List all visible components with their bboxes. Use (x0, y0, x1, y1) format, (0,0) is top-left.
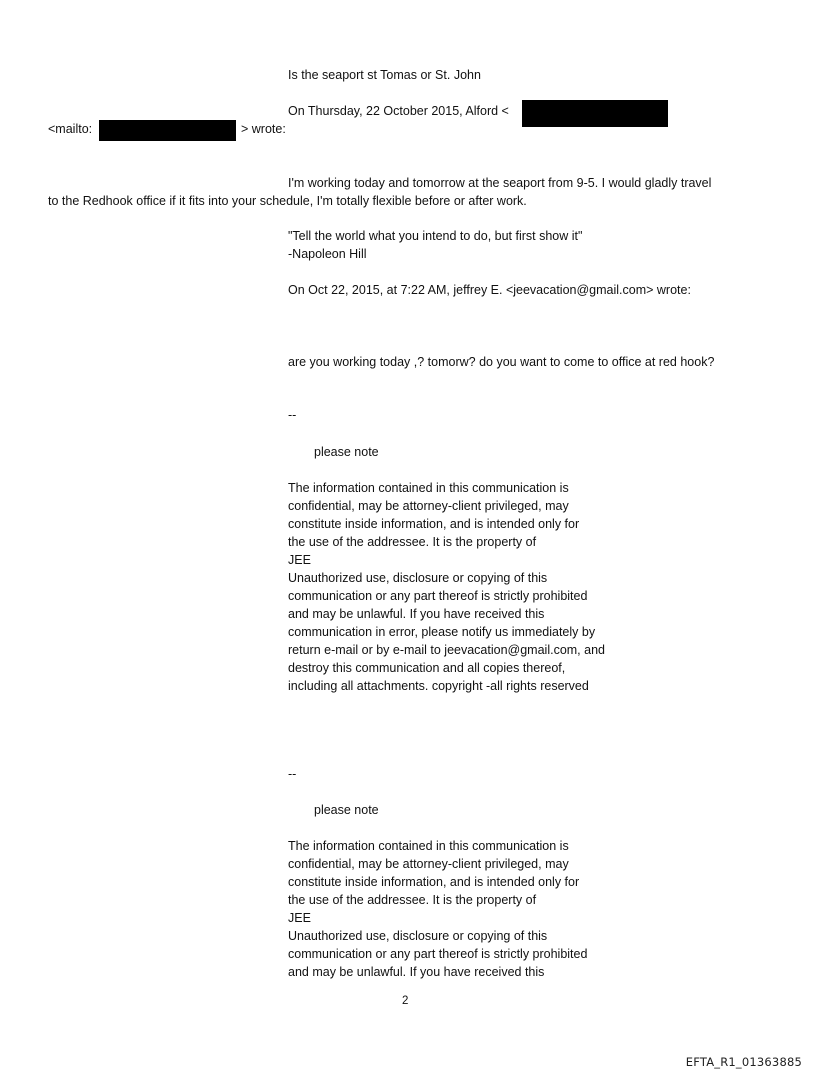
quote-line: "Tell the world what you intend to do, but first show it" (288, 229, 583, 243)
disclaimer-line: and may be unlawful. If you have received this (288, 965, 545, 979)
alford-header-line: On Thursday, 22 October 2015, Alford < (288, 104, 509, 118)
disclaimer-line: Unauthorized use, disclosure or copying of this (288, 571, 548, 585)
redaction-block (99, 120, 236, 141)
quote-author: -Napoleon Hill (288, 247, 367, 261)
disclaimer-line: return e-mail or by e-mail to jeevacation@gmail.com, and (288, 643, 605, 657)
separator: -- (288, 767, 297, 781)
disclaimer-line: and may be unlawful. If you have received this (288, 607, 545, 621)
disclaimer-line: communication or any part thereof is strictly prohibited (288, 947, 588, 961)
disclaimer-line: confidential, may be attorney-client privileged, may (288, 499, 569, 513)
page-number: 2 (402, 995, 409, 1007)
jeffrey-message: are you working today ,? tomorw? do you want to come to office at red hook? (288, 355, 715, 369)
disclaimer-line: confidential, may be attorney-client privileged, may (288, 857, 569, 871)
disclaimer-line: constitute inside information, and is intended only for (288, 517, 580, 531)
redaction-block (522, 100, 668, 127)
disclaimer-line: JEE (288, 911, 311, 925)
jeffrey-header: On Oct 22, 2015, at 7:22 AM, jeffrey E. <jeevacation@gmail.com> wrote: (288, 283, 691, 297)
disclaimer-line: destroy this communication and all copies thereof, (288, 661, 566, 675)
alford-mailto: <mailto: (48, 122, 93, 136)
disclaimer-line: the use of the addressee. It is the property of (288, 893, 537, 907)
alford-message-line1: I'm working today and tomorrow at the seaport from 9-5. I would gladly travel (288, 176, 712, 190)
disclaimer-line: including all attachments. copyright -all rights reserved (288, 679, 589, 693)
disclaimer-line: The information contained in this communication is (288, 481, 569, 495)
disclaimer-line: constitute inside information, and is intended only for (288, 875, 580, 889)
disclaimer-line: communication or any part thereof is strictly prohibited (288, 589, 588, 603)
disclaimer-line: Unauthorized use, disclosure or copying of this (288, 929, 548, 943)
disclaimer-line: The information contained in this communication is (288, 839, 569, 853)
separator: -- (288, 408, 297, 422)
please-note: please note (314, 445, 379, 459)
alford-wrote: > wrote: (241, 122, 286, 136)
disclaimer-line: JEE (288, 553, 311, 567)
disclaimer-line: the use of the addressee. It is the property of (288, 535, 537, 549)
please-note: please note (314, 803, 379, 817)
document-id: EFTA_R1_01363885 (685, 1055, 802, 1069)
disclaimer-line: communication in error, please notify us immediately by (288, 625, 596, 639)
alford-message-line2: to the Redhook office if it fits into your schedule, I'm totally flexible before or after work. (48, 194, 527, 208)
reply-top: Is the seaport st Tomas or St. John (288, 68, 481, 82)
disclaimer-body (288, 479, 648, 695)
disclaimer-body (288, 837, 648, 981)
